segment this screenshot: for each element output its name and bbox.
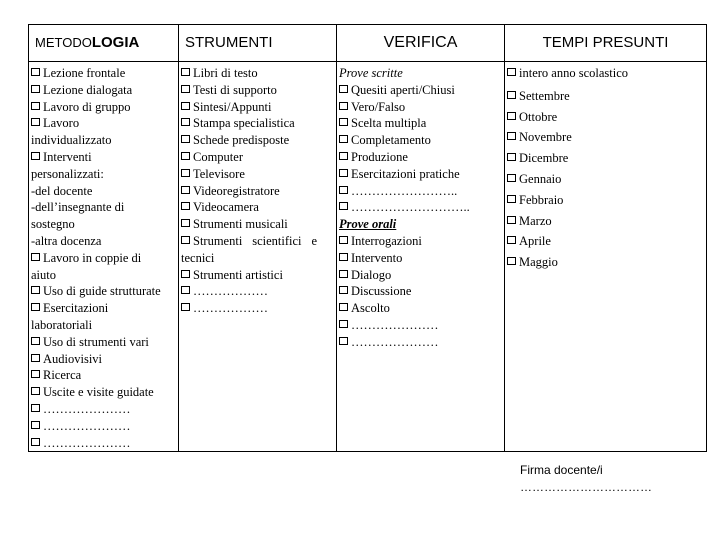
checkbox-icon[interactable] [31, 68, 40, 76]
list-item: Sintesi/Appunti [181, 99, 334, 116]
list-item: Libri di testo [181, 65, 334, 82]
checkbox-icon[interactable] [507, 91, 516, 99]
list-item: Stampa specialistica [181, 115, 334, 132]
checkbox-icon[interactable] [507, 112, 516, 120]
list-item: Lavoro in coppie di aiuto [31, 250, 142, 282]
list-item: Scelta multipla [339, 115, 502, 132]
checkbox-icon[interactable] [339, 102, 348, 110]
list-item: Gennaio [507, 169, 704, 190]
list-item: Strumenti musicali [181, 216, 334, 233]
checkbox-icon[interactable] [31, 118, 40, 126]
header-metodologia-prefix: METODO [35, 35, 92, 50]
checkbox-icon[interactable] [507, 236, 516, 244]
checkbox-icon[interactable] [339, 270, 348, 278]
header-metodologia-suffix: LOGIA [91, 34, 140, 51]
prove-scritte-title: Prove scritte [339, 66, 403, 80]
checkbox-icon[interactable] [181, 169, 190, 177]
list-item: Settembre [507, 86, 704, 107]
list-item: Quesiti aperti/Chiusi [339, 82, 502, 99]
list-item: Febbraio [507, 190, 704, 211]
checkbox-icon[interactable] [31, 85, 40, 93]
list-item: Videocamera [181, 199, 334, 216]
checkbox-icon[interactable] [181, 202, 190, 210]
list-item: Audiovisivi [31, 351, 176, 368]
checkbox-icon[interactable] [339, 135, 348, 143]
metodologia-cell [29, 62, 179, 452]
header-metodologia [29, 25, 179, 62]
checkbox-icon[interactable] [181, 68, 190, 76]
checkbox-icon[interactable] [507, 195, 516, 203]
checkbox-icon[interactable] [339, 303, 348, 311]
checkbox-icon[interactable] [507, 132, 516, 140]
list-item: -altra docenza [31, 233, 102, 248]
list-item: Aprile [507, 231, 704, 252]
list-item: Ricerca [31, 367, 176, 384]
signature-block [520, 462, 652, 496]
list-item: Ascolto [339, 300, 502, 317]
strumenti-cell [179, 62, 337, 452]
header-strumenti-label: STRUMENTI [185, 34, 273, 51]
signature-line[interactable]: …………………………… [520, 480, 652, 494]
checkbox-icon[interactable] [31, 253, 40, 261]
checkbox-icon[interactable] [507, 153, 516, 161]
list-item: intero anno scolastico [507, 65, 704, 82]
list-item: Intervento [339, 250, 502, 267]
checkbox-icon[interactable] [31, 303, 40, 311]
checkbox-icon[interactable] [181, 219, 190, 227]
content-row [29, 62, 707, 452]
list-item: Marzo [507, 211, 704, 232]
header-row [29, 25, 707, 62]
checkbox-icon[interactable] [339, 118, 348, 126]
checkbox-icon[interactable] [181, 118, 190, 126]
list-item: Strumenti artistici [181, 267, 334, 284]
list-item: ……………………….. [339, 199, 502, 216]
checkbox-icon[interactable] [181, 186, 190, 194]
checkbox-icon[interactable] [31, 152, 40, 160]
signature-label: Firma docente/i [520, 463, 603, 477]
list-item: Dialogo [339, 267, 502, 284]
tempi-list [507, 65, 704, 273]
checkbox-icon[interactable] [339, 286, 348, 294]
list-item: Esercitazioni pratiche [339, 166, 502, 183]
list-item: Vero/Falso [339, 99, 502, 116]
list-item: Dicembre [507, 148, 704, 169]
list-item: …………………….. [339, 183, 502, 200]
list-item: Uscite e visite guidate [31, 384, 176, 401]
list-item: ………………… [31, 401, 176, 418]
list-item: Esercitazioni laboratoriali [31, 301, 109, 332]
checkbox-icon[interactable] [31, 102, 40, 110]
checkbox-icon[interactable] [507, 216, 516, 224]
list-item: Lezione frontale [31, 65, 176, 82]
checkbox-icon[interactable] [507, 174, 516, 182]
list-item: Lavoro di gruppo [31, 99, 176, 116]
verifica-cell [337, 62, 505, 452]
header-verifica [337, 25, 505, 62]
checkbox-icon[interactable] [31, 404, 40, 412]
methodology-table [28, 24, 707, 452]
list-item: Uso di strumenti vari [31, 334, 176, 351]
strumenti-list [181, 65, 334, 317]
list-item: ………………… [339, 317, 502, 334]
list-item: Uso di guide strutturate [31, 283, 176, 300]
checkbox-icon[interactable] [181, 303, 190, 311]
checkbox-icon[interactable] [31, 370, 40, 378]
checkbox-icon[interactable] [31, 387, 40, 395]
list-item: Novembre [507, 127, 704, 148]
verifica-list [339, 65, 502, 351]
checkbox-icon[interactable] [31, 438, 40, 446]
checkbox-icon[interactable] [339, 253, 348, 261]
checkbox-icon[interactable] [339, 320, 348, 328]
list-item: Discussione [339, 283, 502, 300]
list-item: Lezione dialogata [31, 82, 176, 99]
checkbox-icon[interactable] [339, 202, 348, 210]
header-verifica-label: VERIFICA [383, 34, 458, 51]
checkbox-icon[interactable] [507, 257, 516, 265]
checkbox-icon[interactable] [339, 85, 348, 93]
checkbox-icon[interactable] [181, 286, 190, 294]
list-item: Interrogazioni [339, 233, 502, 250]
list-item: ………………… [339, 334, 502, 351]
list-item: -dell’insegnante di sostegno [31, 200, 125, 232]
list-item: -del docente [31, 183, 93, 198]
list-item: ………………… [31, 418, 176, 435]
checkbox-icon[interactable] [181, 102, 190, 110]
prove-orali-title: Prove orali [339, 217, 397, 232]
checkbox-icon[interactable] [31, 337, 40, 345]
list-item: Strumenti scientifici e tecnici [181, 233, 317, 265]
checkbox-icon[interactable] [339, 236, 348, 244]
checkbox-icon[interactable] [181, 270, 190, 278]
list-item: Videoregistratore [181, 183, 334, 200]
header-strumenti [179, 25, 337, 62]
list-item: Completamento [339, 132, 502, 149]
list-item: Interventi personalizzati: [31, 149, 104, 181]
checkbox-icon[interactable] [339, 337, 348, 345]
list-item: ……………… [181, 283, 334, 300]
list-item: Produzione [339, 149, 502, 166]
tempi-cell [505, 62, 707, 452]
list-item: Televisore [181, 166, 334, 183]
checkbox-icon[interactable] [181, 85, 190, 93]
checkbox-icon[interactable] [181, 152, 190, 160]
list-item: Schede predisposte [181, 132, 334, 149]
list-item: Lavoro individualizzato [31, 116, 112, 148]
list-item: Maggio [507, 252, 704, 273]
metodologia-list [31, 65, 176, 451]
list-item: Ottobre [507, 107, 704, 128]
list-item: ……………… [181, 300, 334, 317]
list-item: Testi di supporto [181, 82, 334, 99]
checkbox-icon[interactable] [507, 68, 516, 76]
checkbox-icon[interactable] [31, 286, 40, 294]
checkbox-icon[interactable] [339, 186, 348, 194]
header-tempi-label: TEMPI PRESUNTI [542, 34, 669, 51]
list-item: Computer [181, 149, 334, 166]
checkbox-icon[interactable] [181, 236, 190, 244]
list-item: ………………… [31, 435, 176, 452]
checkbox-icon[interactable] [31, 354, 40, 362]
checkbox-icon[interactable] [339, 152, 348, 160]
header-tempi [505, 25, 707, 62]
checkbox-icon[interactable] [31, 421, 40, 429]
checkbox-icon[interactable] [339, 169, 348, 177]
checkbox-icon[interactable] [181, 135, 190, 143]
